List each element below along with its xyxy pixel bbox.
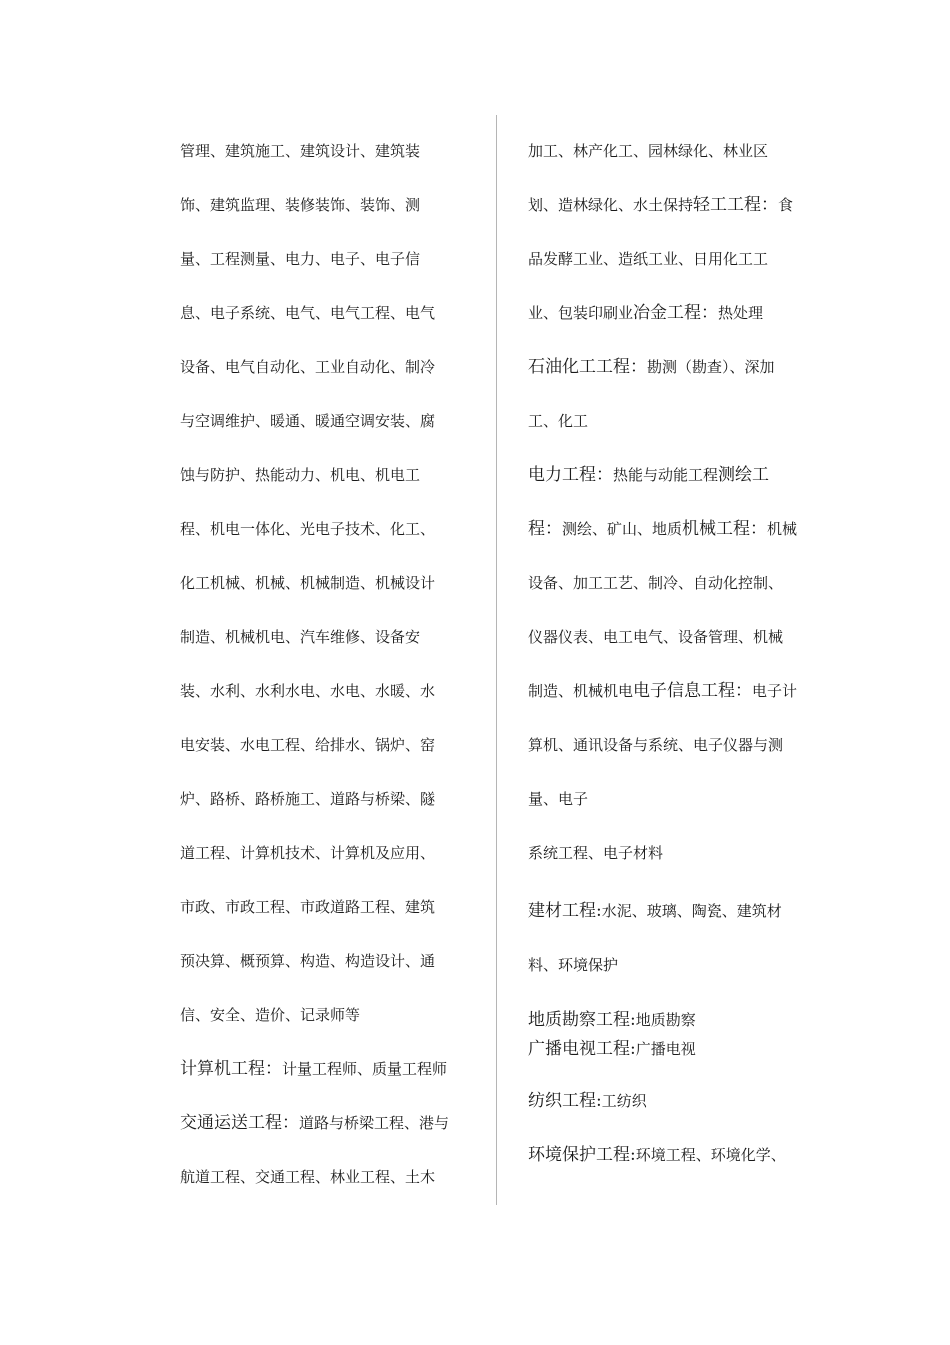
text-segment: 划、造林绿化、水土保持 xyxy=(528,196,694,214)
electronic-info-heading: 电子信息工程： xyxy=(633,681,753,701)
text-line: 炉、路桥、路桥施工、道路与桥梁、隧 xyxy=(180,790,436,808)
broadcast-heading: 广播电视工程: xyxy=(528,1039,636,1059)
textile-text: 工纺织 xyxy=(601,1092,647,1110)
text-line: 制造、机械机电、汽车维修、设备安 xyxy=(180,628,421,646)
environment-text: 环境工程、环境化学、 xyxy=(635,1146,786,1164)
power-engineering-text: 热能与动能工程 xyxy=(613,466,719,484)
text-line: 算机、通讯设备与系统、电子仪器与测 xyxy=(528,736,784,754)
building-materials-text: 水泥、玻璃、陶瓷、建筑材 xyxy=(601,902,782,920)
text-line: 与空调维护、暖通、暖通空调安装、腐 xyxy=(180,412,436,430)
text-line: 蚀与防护、热能动力、机电、机电工 xyxy=(180,466,421,484)
metallurgy-heading: 冶金工程： xyxy=(633,303,719,323)
power-engineering-heading: 电力工程： xyxy=(528,465,613,485)
text-line: 品发酵工业、造纸工业、日用化工工 xyxy=(528,250,769,268)
text-line: 系统工程、电子材料 xyxy=(528,844,664,862)
text-line: 航道工程、交通工程、林业工程、土木 xyxy=(180,1168,436,1186)
text-line: 程、机电一体化、光电子技术、化工、 xyxy=(180,520,436,538)
transport-engineering-heading: 交通运送工程： xyxy=(180,1113,299,1133)
geology-heading: 地质勘察工程: xyxy=(528,1010,636,1030)
text-line: 量、工程测量、电力、电子、电子信 xyxy=(180,250,421,268)
light-industry-heading: 轻工工程： xyxy=(693,195,779,215)
electronic-info-text: 电子计 xyxy=(752,682,798,700)
surveying-line xyxy=(528,502,828,556)
computer-engineering-heading: 计算机工程： xyxy=(180,1059,282,1079)
broadcast-text: 广播电视 xyxy=(635,1040,696,1058)
text-segment: 业、包装印刷业 xyxy=(528,304,634,322)
text-line: 管理、建筑施工、建筑设计、建筑装 xyxy=(180,142,421,160)
text-line: 仪器仪表、电工电气、设备管理、机械 xyxy=(528,628,784,646)
light-industry-line xyxy=(528,178,828,232)
broadcast-line xyxy=(528,1035,828,1064)
building-materials-line xyxy=(528,884,828,938)
metallurgy-text: 热处理 xyxy=(718,304,764,322)
text-segment: 制造、机械机电 xyxy=(528,682,634,700)
left-column xyxy=(180,124,470,1204)
column-divider xyxy=(496,115,497,1205)
text-line: 料、环境保护 xyxy=(528,956,619,974)
environment-line xyxy=(528,1128,828,1182)
text-line: 预决算、概预算、构造、构造设计、通 xyxy=(180,952,436,970)
surveying-heading: 测绘工 xyxy=(718,465,770,485)
text-line: 设备、电气自动化、工业自动化、制冷 xyxy=(180,358,436,376)
right-column xyxy=(528,124,828,1182)
building-materials-heading: 建材工程: xyxy=(528,901,602,921)
light-industry-text: 食 xyxy=(778,196,794,214)
transport-engineering-line xyxy=(180,1096,470,1150)
petrochemical-text: 勘测（勘查）、深加 xyxy=(647,358,775,376)
text-line: 电安装、水电工程、给排水、锅炉、窑 xyxy=(180,736,436,754)
environment-heading: 环境保护工程: xyxy=(528,1145,636,1165)
text-line: 信、安全、造价、记录师等 xyxy=(180,1006,361,1024)
text-line: 量、电子 xyxy=(528,790,589,808)
surveying-heading-cont: 程： xyxy=(528,519,562,539)
surveying-text: 测绘、矿山、地质 xyxy=(562,520,683,538)
geology-line xyxy=(528,1006,828,1035)
transport-engineering-text: 道路与桥梁工程、港与 xyxy=(299,1114,450,1132)
textile-heading: 纺织工程: xyxy=(528,1091,602,1111)
text-line: 设备、加工工艺、制冷、自动化控制、 xyxy=(528,574,784,592)
text-line: 市政、市政工程、市政道路工程、建筑 xyxy=(180,898,436,916)
metallurgy-line xyxy=(528,286,828,340)
mechanical-heading: 机械工程： xyxy=(682,519,768,539)
mechanical-text: 机械 xyxy=(767,520,798,538)
text-line: 化工机械、机械、机械制造、机械设计 xyxy=(180,574,436,592)
power-engineering-line xyxy=(528,448,828,502)
computer-engineering-text: 计量工程师、质量工程师 xyxy=(282,1060,448,1078)
text-line: 装、水利、水利水电、水电、水暖、水 xyxy=(180,682,436,700)
geology-text: 地质勘察 xyxy=(635,1011,696,1029)
textile-line xyxy=(528,1074,828,1128)
electronic-info-line xyxy=(528,664,828,718)
text-line: 道工程、计算机技术、计算机及应用、 xyxy=(180,844,436,862)
text-line: 饰、建筑监理、装修装饰、装饰、测 xyxy=(180,196,421,214)
petrochemical-line xyxy=(528,340,828,394)
computer-engineering-line xyxy=(180,1042,470,1096)
text-line: 加工、林产化工、园林绿化、林业区 xyxy=(528,142,769,160)
text-line: 息、电子系统、电气、电气工程、电气 xyxy=(180,304,436,322)
text-line: 工、化工 xyxy=(528,412,589,430)
petrochemical-heading: 石油化工工程： xyxy=(528,357,647,377)
